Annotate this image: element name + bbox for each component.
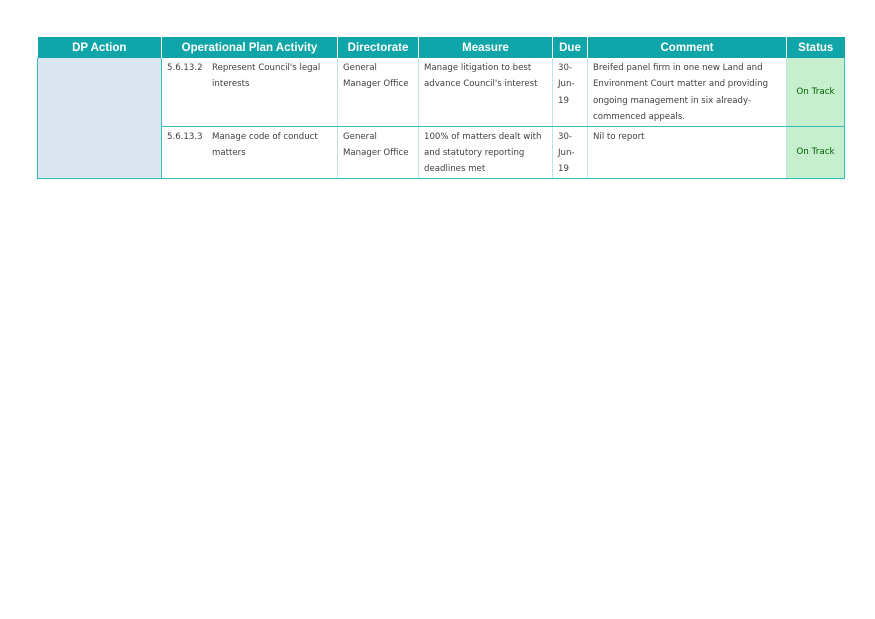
activity-name: Represent Council's legal interests xyxy=(212,63,321,90)
measure-cell: 100% of matters dealt with and statutory reporting deadlines met xyxy=(419,126,553,178)
table-row xyxy=(38,58,845,126)
activity-code: 5.6.13.2 xyxy=(167,63,203,73)
activity-cell xyxy=(162,58,338,126)
dp-action-cell xyxy=(38,58,162,178)
measure-cell: Manage litigation to best advance Council's interest xyxy=(419,58,553,126)
due-cell: 30-Jun-19 xyxy=(553,126,588,178)
header-status: Status xyxy=(787,37,845,58)
directorate-cell: General Manager Office xyxy=(338,58,419,126)
header-measure: Measure xyxy=(419,37,553,58)
header-comment: Comment xyxy=(588,37,787,58)
operational-plan-table xyxy=(37,37,845,179)
comment-cell: Nil to report xyxy=(588,126,787,178)
header-due: Due xyxy=(553,37,588,58)
directorate-cell: General Manager Office xyxy=(338,126,419,178)
comment-cell: Breifed panel firm in one new Land and Environment Court matter and providing ongoing management in six already-commenced appeals. xyxy=(588,58,787,126)
activity-cell xyxy=(162,126,338,178)
status-badge: On Track xyxy=(787,126,845,178)
due-cell: 30-Jun-19 xyxy=(553,58,588,126)
activity-name: Manage code of conduct matters xyxy=(212,131,318,159)
table-header-row xyxy=(38,37,845,58)
status-badge: On Track xyxy=(787,58,845,126)
header-operational-plan-activity: Operational Plan Activity xyxy=(162,37,338,58)
header-directorate: Directorate xyxy=(338,37,419,58)
activity-code: 5.6.13.3 xyxy=(167,131,203,142)
header-dp-action: DP Action xyxy=(38,37,162,58)
